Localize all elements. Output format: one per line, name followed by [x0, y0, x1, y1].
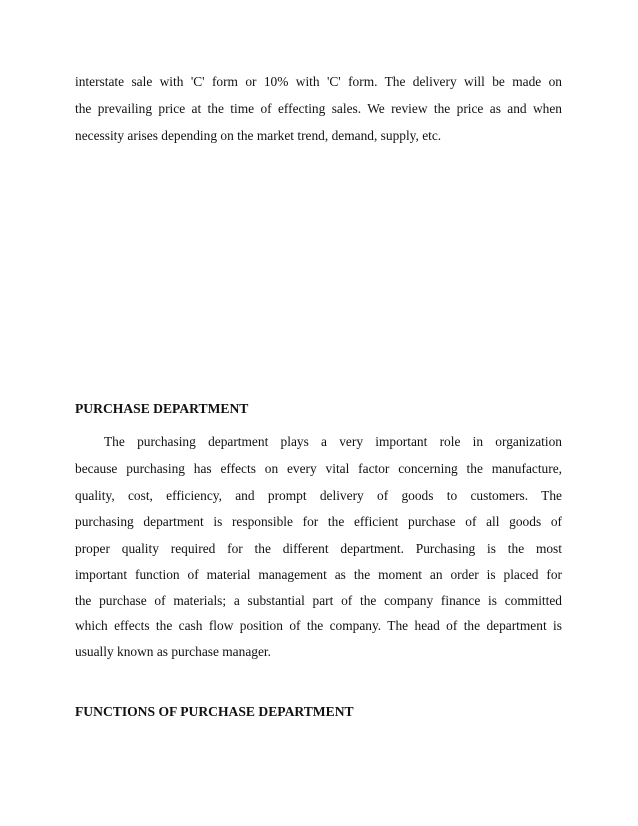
paragraph-1-line-3: necessity arises depending on the market trend, demand, supply, etc. — [75, 128, 442, 143]
section-heading-purchase-department: PURCHASE DEPARTMENT — [75, 401, 249, 416]
paragraph-1-line-1: interstate sale with 'C' form or 10% with 'C' form. The delivery will be made on — [75, 74, 562, 89]
paragraph-2-line-5: proper quality required for the different department. Purchasing is the most — [75, 541, 562, 556]
paragraph-2-line-4: purchasing department is responsible for the efficient purchase of all goods of — [75, 514, 562, 529]
paragraph-2-line-7: the purchase of materials; a substantial part of the company finance is committed — [75, 593, 562, 608]
paragraph-1-line-2: the prevailing price at the time of effecting sales. We review the price as and when — [75, 101, 562, 116]
paragraph-2-line-9: usually known as purchase manager. — [75, 644, 271, 659]
paragraph-2-line-6: important function of material management as the moment an order is placed for — [75, 567, 562, 582]
paragraph-2-line-8: which effects the cash flow position of the company. The head of the department is — [75, 618, 562, 633]
paragraph-2-line-1: The purchasing department plays a very important role in organization — [104, 434, 562, 449]
paragraph-2-line-2: because purchasing has effects on every vital factor concerning the manufacture, — [75, 461, 562, 476]
paragraph-2-line-3: quality, cost, efficiency, and prompt delivery of goods to customers. The — [75, 488, 562, 503]
section-heading-functions-of-purchase-department: FUNCTIONS OF PURCHASE DEPARTMENT — [75, 704, 354, 719]
